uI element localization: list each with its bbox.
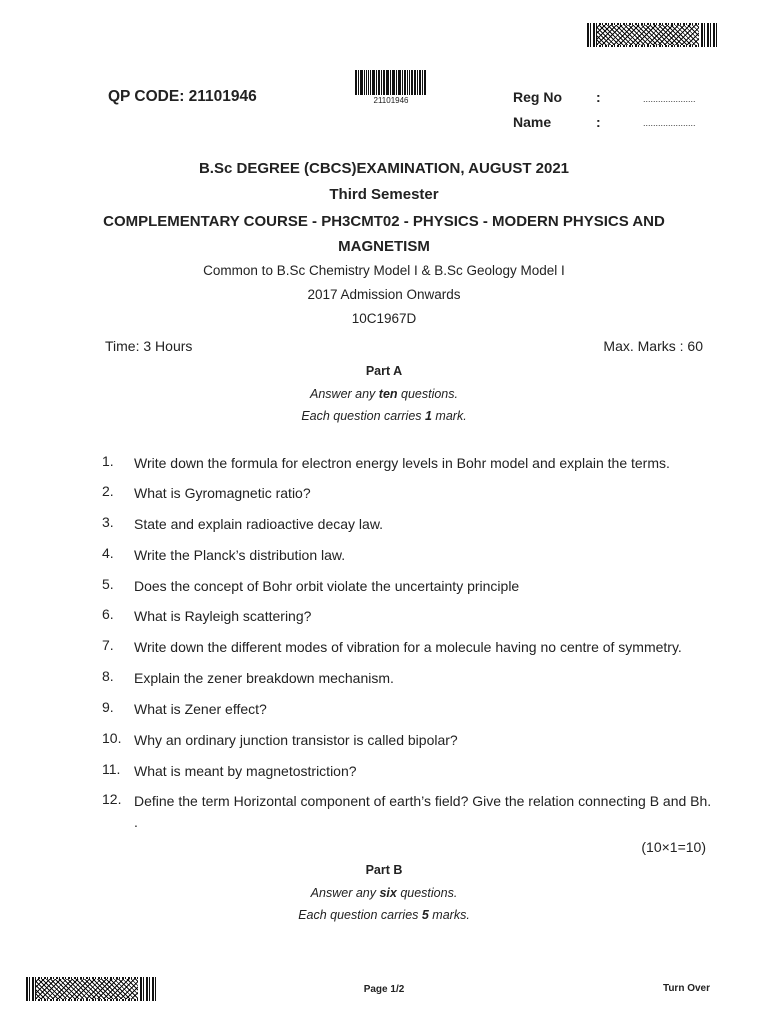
question-text: Does the concept of Bohr orbit violate the uncertainty principle [134,578,520,594]
course-title-line1: COMPLEMENTARY COURSE - PH3CMT02 - PHYSICS - MODERN PHYSICS AND [103,213,665,230]
admission: 2017 Admission Onwards [307,287,461,302]
part-b-instruction-1: Answer any six questions. [310,886,458,900]
course-title-line2: MAGNETISM [338,238,430,255]
question-number: 7. [102,637,114,653]
question-text: Write down the formula for electron energy levels in Bohr model and explain the terms. [134,455,670,471]
part-a-heading: Part A [365,364,403,378]
part-a-instruction-1: Answer any ten questions. [310,387,458,401]
part-a-instruction-2: Each question carries 1 mark. [301,409,467,423]
part-b-instruction-2: Each question carries 5 marks. [298,908,470,922]
question-number: 2. [102,483,114,499]
question-text: Write down the different modes of vibration for a molecule having no centre of symmetry. [134,639,682,655]
question-number: 8. [102,668,114,684]
question-text: What is meant by magnetostriction? [134,763,357,779]
question-number: 3. [102,514,114,530]
question-item [102,761,712,782]
qp-code: QP CODE: 21101946 [108,88,257,105]
question-item [102,791,712,833]
barcode-number: 21101946 [373,96,409,105]
name-label: Name [513,114,552,130]
question-text: What is Zener effect? [134,701,267,717]
max-marks: Max. Marks : 60 [603,338,703,354]
question-text: Explain the zener breakdown mechanism. [134,670,394,686]
reg-no-label: Reg No [513,89,562,105]
qp-barcode [355,70,427,95]
question-text: What is Gyromagnetic ratio? [134,485,311,501]
question-number: 12. [102,791,122,807]
reg-no-field[interactable]: ..................... [643,94,696,104]
question-text: What is Rayleigh scattering? [134,608,312,624]
question-number: 11. [102,761,121,777]
question-item [102,483,712,504]
part-a-score: (10×1=10) [641,839,706,855]
question-item [102,576,712,597]
question-number: 1. [102,453,114,469]
question-item [102,514,712,535]
question-number: 5. [102,576,114,592]
page-number: Page 1/2 [363,984,405,995]
question-number: 4. [102,545,114,561]
common-to: Common to B.Sc Chemistry Model I & B.Sc Geology Model I [203,263,565,278]
question-text: State and explain radioactive decay law. [134,516,384,532]
top-barcode [587,23,717,47]
part-b-heading: Part B [365,863,403,877]
reg-no-colon: : [596,89,601,105]
question-item [102,606,712,627]
question-item [102,730,712,751]
question-item [102,699,712,720]
turn-over: Turn Over [662,983,710,994]
name-field[interactable]: ..................... [643,118,696,128]
question-item [102,453,712,474]
question-item [102,545,712,566]
question-text: Define the term Horizontal component of earth’s field? Give the relation connecting B and Bh. . [134,793,712,830]
question-number: 6. [102,606,114,622]
question-number: 9. [102,699,114,715]
question-item [102,668,712,689]
question-text: Why an ordinary junction transistor is called bipolar? [134,732,458,748]
question-number: 10. [102,730,122,746]
semester: Third Semester [329,186,439,203]
name-colon: : [596,114,601,130]
exam-title: B.Sc DEGREE (CBCS)EXAMINATION, AUGUST 2021 [198,160,570,177]
question-item [102,637,712,658]
time-allowed: Time: 3 Hours [105,338,193,354]
question-text: Write the Planck’s distribution law. [134,547,346,563]
paper-code: 10C1967D [351,311,417,326]
